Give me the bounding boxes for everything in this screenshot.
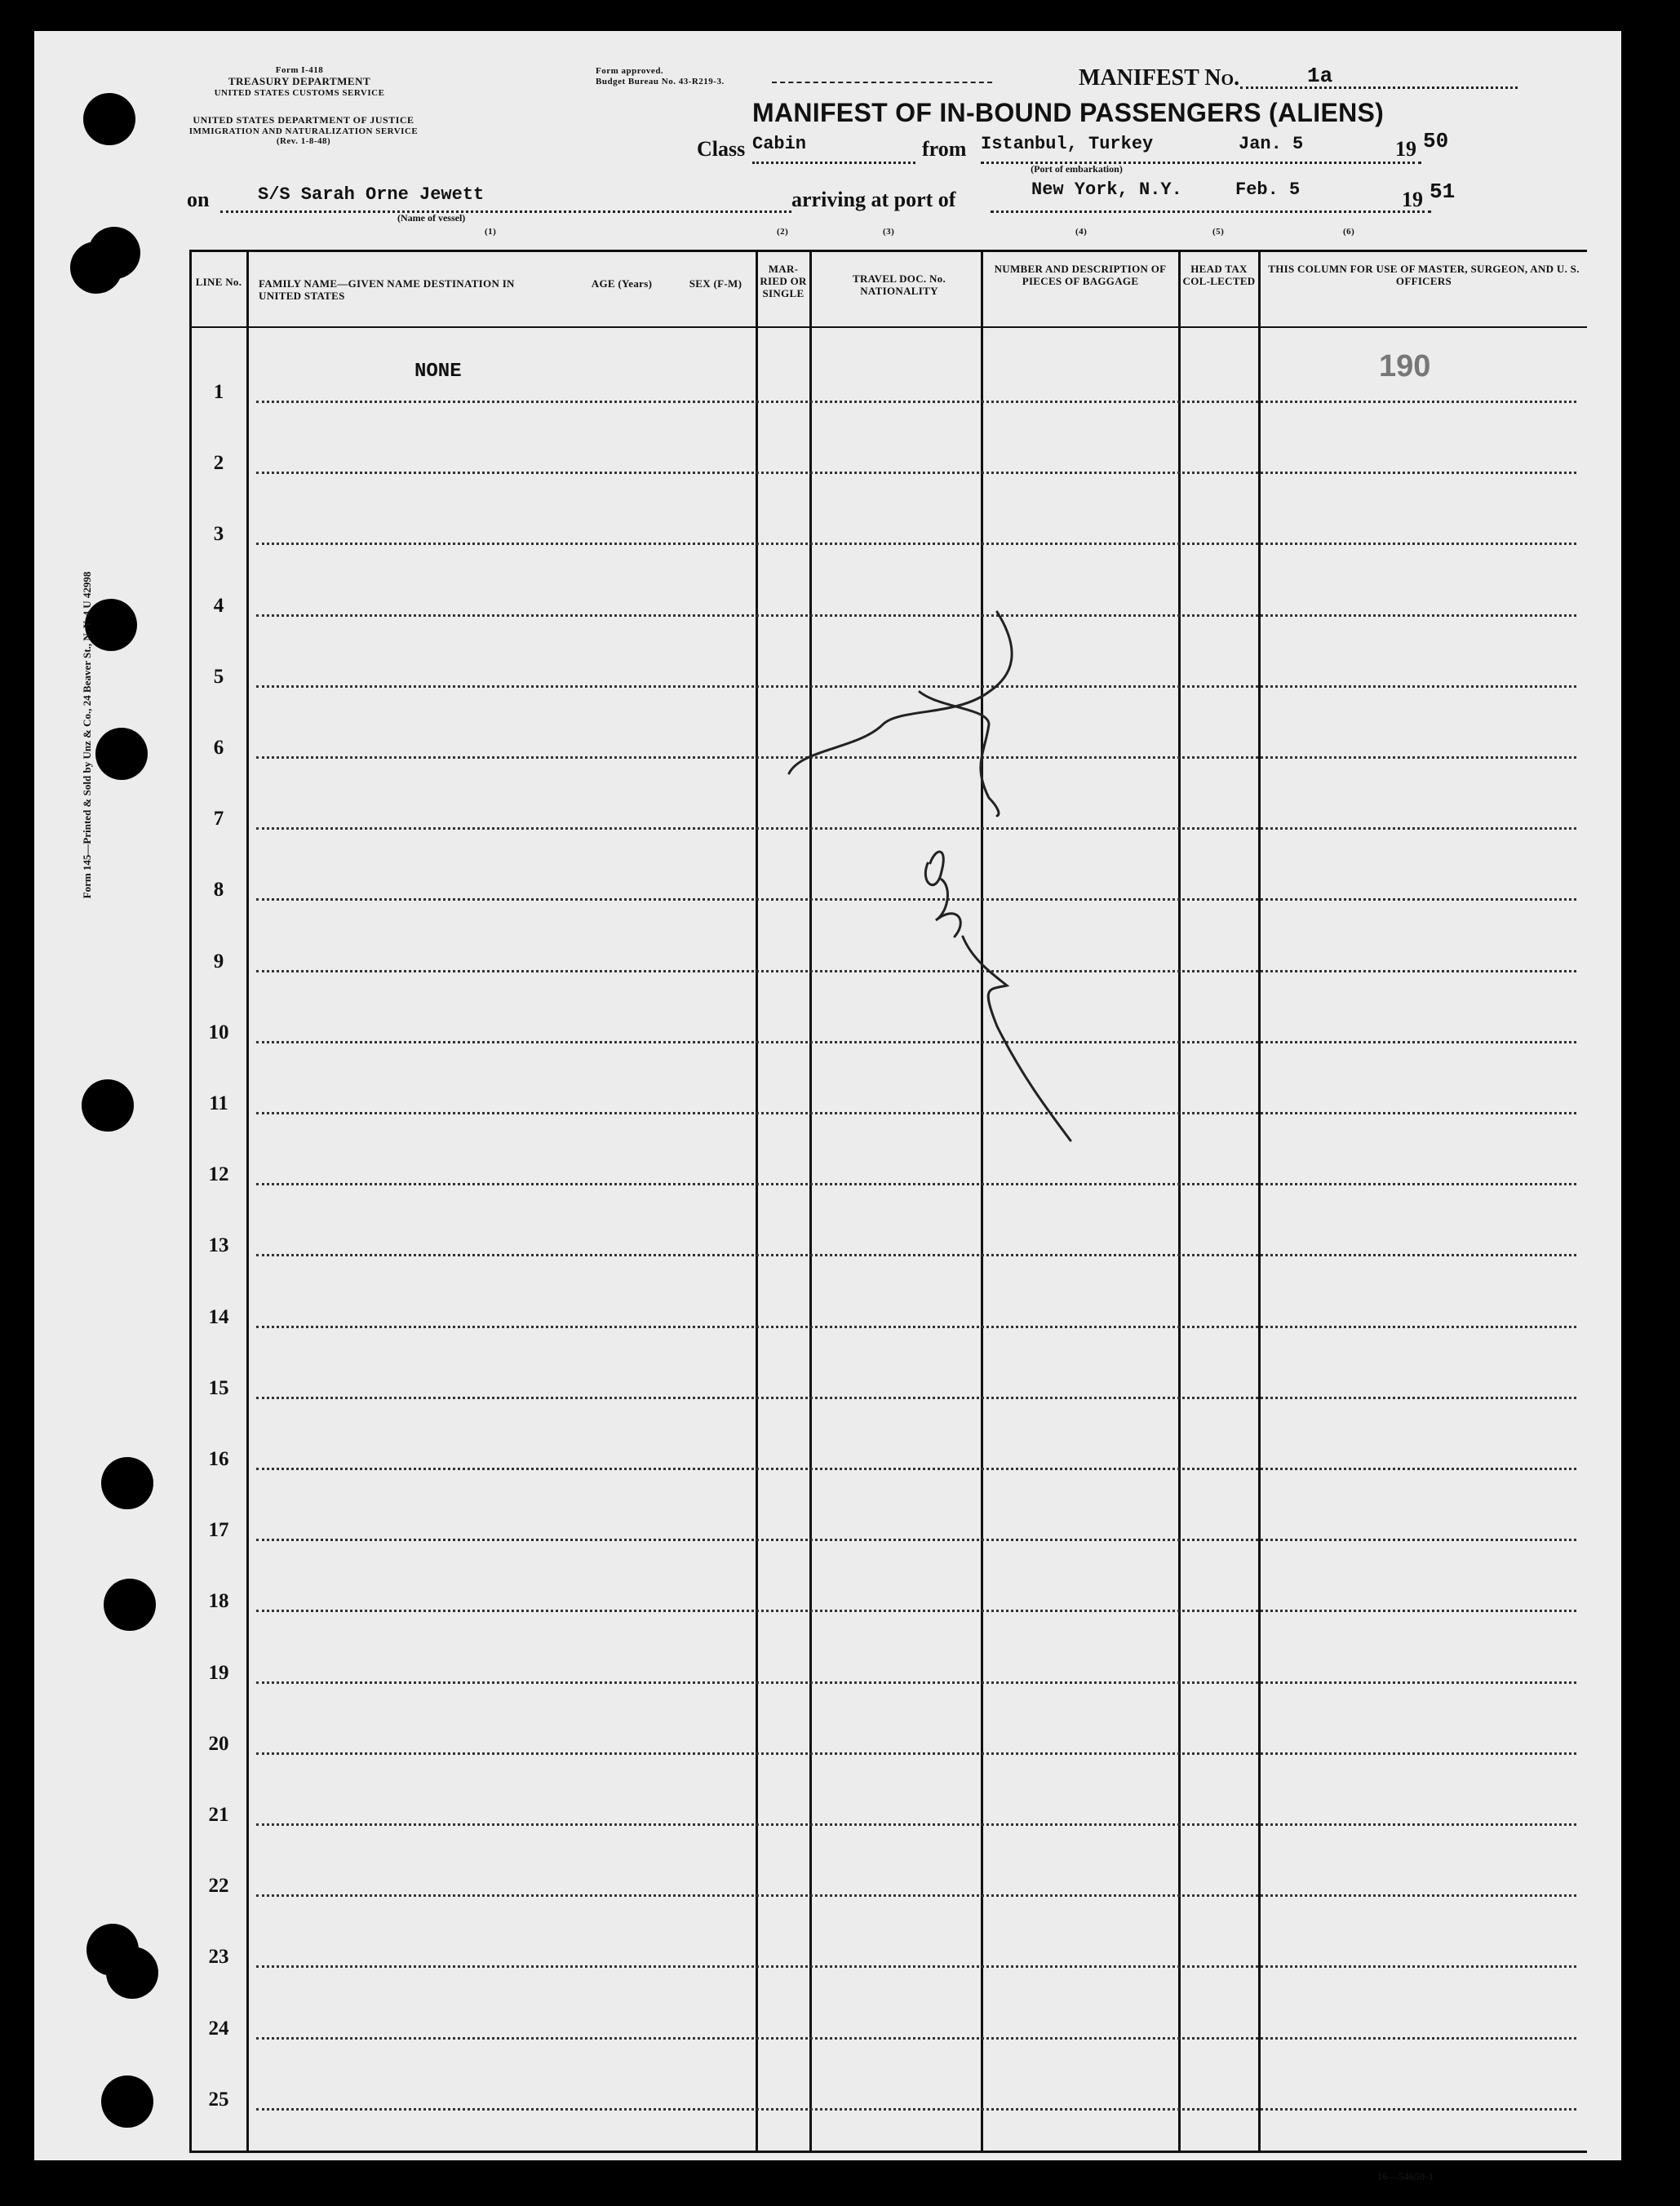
row-number: 9 — [213, 950, 224, 972]
header-officers: THIS COLUMN FOR USE OF MASTER, SURGEON, AND U. S. OFFICERS — [1268, 263, 1580, 287]
row-dotted-line — [256, 1254, 1576, 1256]
row-dotted-line — [256, 1965, 1576, 1968]
vessel-name: S/S Sarah Orne Jewett — [258, 184, 485, 205]
punch-hole — [101, 1457, 153, 1509]
row-dotted-line — [256, 472, 1576, 474]
punch-hole — [83, 93, 135, 145]
form-identification — [177, 65, 422, 98]
row-number: 2 — [213, 452, 224, 474]
row-number: 1 — [213, 381, 224, 403]
embark-year: 50 — [1423, 129, 1449, 153]
from-value: Istanbul, Turkey — [981, 134, 1154, 154]
class-value: Cabin — [752, 134, 807, 154]
vessel-dots — [220, 210, 791, 213]
header-head-tax: HEAD TAX COL-LECTED — [1182, 263, 1256, 287]
table-border-left — [189, 250, 192, 2153]
row-dotted-line — [256, 401, 1576, 403]
row-number: 19 — [208, 1662, 229, 1684]
row-number: 14 — [208, 1306, 229, 1328]
footer-code: 16—54650-1 — [1377, 2170, 1434, 2182]
table-bottom-border — [189, 2151, 1587, 2153]
row-number: 8 — [213, 879, 224, 901]
column-number-2: (2) — [777, 227, 789, 237]
column-number-1: (1) — [485, 227, 497, 237]
row-dotted-line — [256, 1326, 1576, 1328]
row-number: 15 — [208, 1377, 229, 1399]
class-dots — [752, 162, 915, 164]
row-dotted-line — [256, 1894, 1576, 1897]
handwritten-none-mark — [752, 602, 1111, 1157]
arrival-port: New York, N.Y. — [1031, 179, 1182, 200]
form-number: Form I-418 — [275, 65, 324, 75]
travel-doc-divider — [981, 250, 983, 2153]
column-number-6: (6) — [1343, 227, 1355, 237]
row-number: 5 — [213, 666, 224, 688]
row-dotted-line — [256, 1610, 1576, 1612]
row-dotted-line — [256, 1183, 1576, 1185]
column-number-3: (3) — [883, 227, 895, 237]
row-number: 20 — [208, 1733, 229, 1755]
header-baggage: NUMBER AND DESCRIPTION OF PIECES OF BAGGAGE — [994, 263, 1167, 287]
embark-year-prefix: 19 — [1395, 137, 1416, 161]
row-number: 7 — [213, 808, 224, 830]
header-name: FAMILY NAME—GIVEN NAME DESTINATION IN UNITED STATES — [259, 277, 515, 302]
row-dotted-line — [256, 1681, 1576, 1684]
row-dotted-line — [256, 1752, 1576, 1755]
row-number: 16 — [208, 1448, 229, 1470]
manifest-title: MANIFEST OF IN-BOUND PASSENGERS (ALIENS) — [752, 98, 1385, 127]
row-number: 23 — [208, 1946, 229, 1968]
header-age: AGE (Years) — [591, 277, 653, 290]
arrival-year-prefix: 19 — [1402, 188, 1423, 211]
immigration-service: IMMIGRATION AND NATURALIZATION SERVICE — [188, 126, 419, 136]
arriving-label: arriving at port of — [791, 188, 956, 211]
row-number: 17 — [208, 1519, 229, 1541]
row-dotted-line — [256, 1397, 1576, 1399]
row-number: 6 — [213, 737, 224, 759]
row-number: 24 — [208, 2018, 229, 2040]
punch-hole — [101, 2075, 153, 2128]
column-number-5: (5) — [1212, 227, 1225, 237]
header-married: MAR-RIED OR SINGLE — [760, 263, 807, 299]
customs-service: UNITED STATES CUSTOMS SERVICE — [214, 88, 385, 98]
punch-hole — [106, 1947, 158, 1999]
row-dotted-line — [256, 2037, 1576, 2040]
manifest-number: 1a — [1307, 64, 1333, 88]
manifest-page — [34, 31, 1621, 2182]
married-divider — [809, 250, 812, 2153]
arrival-date: Feb. 5 — [1235, 179, 1301, 200]
embark-date: Jan. 5 — [1239, 134, 1304, 154]
header-rule — [189, 326, 248, 328]
vessel-caption: (Name of vessel) — [397, 212, 466, 224]
revision-date: (Rev. 1-8-48) — [276, 136, 331, 146]
row-dotted-line — [256, 1539, 1576, 1541]
row-dotted-line — [256, 1823, 1576, 1826]
row-dotted-line — [256, 543, 1576, 545]
side-imprint: Form 145—Printed & Sold by Unz & Co., 24 Beaver St., N. Y. 4 U 42998 — [81, 571, 93, 899]
row-number: 3 — [213, 523, 224, 545]
punch-hole — [82, 1079, 134, 1132]
on-label: on — [187, 188, 210, 211]
class-label: Class — [697, 137, 746, 161]
treasury-department: TREASURY DEPARTMENT — [228, 75, 371, 87]
header-rule — [246, 326, 1587, 328]
header-travel-doc: TRAVEL DOC. No. NATIONALITY — [852, 272, 946, 297]
punch-hole — [70, 241, 122, 294]
stamp-number: 190 — [1379, 349, 1431, 383]
row-dotted-line — [256, 1468, 1576, 1470]
arrival-dots — [991, 210, 1431, 213]
row-number: 18 — [208, 1590, 229, 1612]
row-number: 10 — [208, 1021, 229, 1043]
approval-dots — [772, 82, 992, 83]
name-divider — [756, 250, 758, 2153]
row-number: 4 — [213, 595, 224, 617]
form-approved: Form approved. — [596, 66, 664, 76]
baggage-divider — [1178, 250, 1181, 2153]
row-number: 11 — [209, 1092, 228, 1114]
line-no-divider — [246, 250, 249, 2153]
row-number: 21 — [208, 1804, 229, 1826]
budget-bureau: Budget Bureau No. 43-R219-3. — [596, 77, 725, 86]
manifest-no-label: MANIFEST No. — [1079, 65, 1240, 91]
row-number: 25 — [208, 2089, 229, 2111]
arrival-year: 51 — [1430, 179, 1456, 204]
justice-block — [181, 114, 426, 146]
row-number: 12 — [208, 1163, 229, 1185]
none-entry: NONE — [414, 361, 462, 383]
justice-department: UNITED STATES DEPARTMENT OF JUSTICE — [193, 114, 414, 126]
punch-hole — [95, 728, 148, 780]
row-dotted-line — [256, 2108, 1576, 2111]
header-sex: SEX (F-M) — [689, 277, 742, 290]
row-number: 13 — [208, 1234, 229, 1256]
header-line-no: LINE No. — [195, 276, 242, 288]
row-number: 22 — [208, 1875, 229, 1897]
head-tax-divider — [1258, 250, 1261, 2153]
manifest-no-line — [1240, 86, 1518, 89]
column-number-4: (4) — [1075, 227, 1088, 237]
from-label: from — [922, 137, 967, 161]
port-caption: (Port of embarkation) — [1031, 163, 1123, 175]
table-top-border — [189, 250, 1587, 252]
punch-hole — [104, 1579, 156, 1631]
